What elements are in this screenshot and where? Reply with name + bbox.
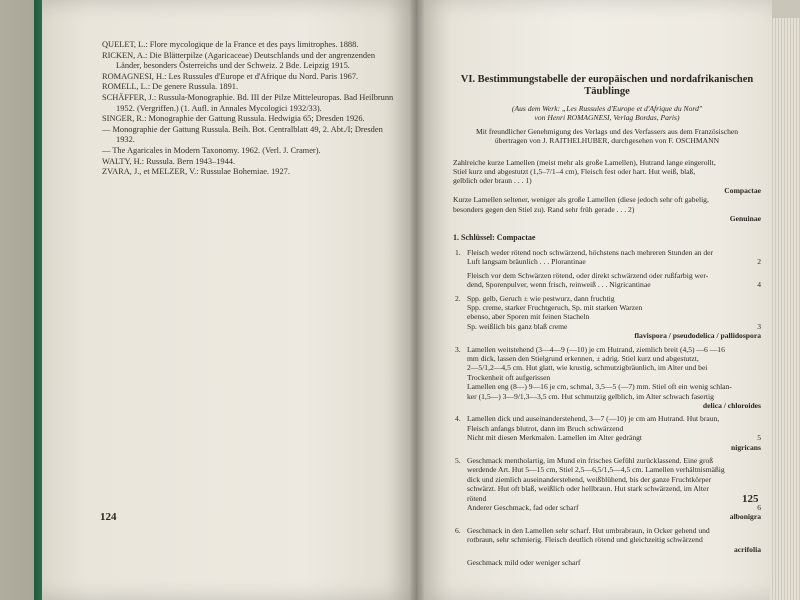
species-names: albonigra [729, 512, 761, 522]
bib-entry: ZVARA, J., et MELZER, V.: Russulae Bohemiae. 1927. [102, 167, 290, 177]
key-item: 5. Geschmack mentholartig, im Mund ein frisches Gefühl zurücklassend. Eine groß werdende Art. Hut 5—15 cm, Stiel 2,5—6,5/1,5—4,5 cm. Lamellen verhältnismäßig dick und ziemlich auseinanderstehend, weißblühend, bis der ganze Fruchtkörper schwärzt. Hut oft blaß, weißlich oder hellbraun. Hut stark schwärzend, im Alter rötend Anderer Geschmack, fad oder scharf 6 albonigra [455, 456, 761, 522]
species-names: nigricans [731, 442, 761, 452]
last-line: Geschmack mild oder weniger scharf [467, 558, 581, 568]
bib-entry: WALTY, H.: Russula. Bern 1943–1944. [102, 156, 236, 166]
bib-entry: ROMELL, L.: De genere Russula. 1891. [102, 82, 239, 92]
right-page [417, 0, 772, 600]
key-item: 1. Fleisch weder rötend noch schwärzend, höchstens nach mehreren Stunden an der Luft langsam bräunlich . . . Plorantinae 2 [455, 247, 761, 267]
page-edges [770, 18, 800, 600]
section-heading: VI. Bestimmungstabelle der europäischen und nordafrikanischen Täublinge [460, 74, 754, 97]
bib-entry: — The Agaricales in Modern Taxonomy. 1962. (Verl. J. Cramer). [102, 145, 321, 155]
key-item: Fleisch vor dem Schwärzen rötend, oder direkt schwärzend oder rußfarbig wer- dend, Sporenpulver, wenn frisch, reinweiß . . . Nigricantinae 4 [467, 270, 761, 290]
bib-entry: ROMAGNESI, H.: Les Russules d'Europe et d'Afrique du Nord. Paris 1967. [102, 71, 359, 81]
source-note: (Aus dem Werk: „Les Russules d'Europe et d'Afrique du Nord" von Henri ROMAGNESI, Verlag Bordas, Paris) [511, 104, 703, 123]
page-number-right: 125 [742, 493, 759, 505]
left-page [42, 0, 417, 600]
group-label: Genuinae [729, 214, 761, 224]
key-item: 4. Lamellen dick und auseinanderstehend, 3—7 (—10) je cm am Hutrand. Hut braun, Fleisch anfangs blutrot, dann im Bruch schwärzend Nicht mit diesen Merkmalen. Lamellen im Alter gedrängt 5 nigricans [455, 414, 761, 452]
bib-entry: SCHÄFFER, J.: Russula-Monographie. Bd. III der Pilze Mitteleuropas. Bad Heilbrunn 1952. (Vergriffen.) (1. Aufl. in Annales Mycologici 1932/33). [102, 92, 394, 113]
group-label: Compactae [724, 185, 761, 195]
bib-entry: RICKEN, A.: Die Blätterpilze (Agaricaceae) Deutschlands und der angrenzenden Länder, besonders Österreichs und der Schweiz. 2 Bde. Leipzig 1915. [102, 50, 376, 71]
bib-entry: — Monographie der Gattung Russula. Beih. Bot. Centralblatt 49, 2. Abt./I; Dresden 1932. [102, 124, 383, 145]
species-names: delica / chloroides [702, 400, 761, 410]
key-item: 3. Lamellen weitstehend (3—4—9 (—10) je cm Hutrand, ziemlich breit (4,5) —6 —16 mm dick, lassen den Stielgrund erkennen, ± adrig. Stiel kurz und abgestutzt, 2—5/1,2—4,5 cm. Hut glatt, wie krustig, schmutzigbräunlich, im Alter und bei Trockenheit oft aufgerissen Lamellen eng (8—) 9—16 je cm, schmal, 3,5—5 (—7) mm. Stiel oft ein wenig schlan- ker (1,5—) 3—9/1,3—3,5 cm. Hut schmutzig gelblich, im Alter schwach fasertig delica / chloroides [455, 344, 761, 410]
key-table [453, 74, 761, 567]
key-item: 2. Spp. gelb, Geruch ± wie pestwurz, dann fruchtig Spp. creme, starker Fruchtgeruch, Sp. mit starken Warzen ebenso, aber Sporen mit feinen Stacheln Sp. weißlich bis ganz blaß creme 3 flavispora / pseudodelica / pallidospora [455, 293, 761, 341]
key-title: 1. Schlüssel: Compactae [453, 233, 536, 243]
species-names: flavispora / pseudodelica / pallidospora [634, 331, 761, 341]
intro-block: Zahlreiche kurze Lamellen (meist mehr als große Lamellen), Hutrand lange eingerollt, Stiel kurz und abgestutzt (1,5–7/1–4 cm), Fleisch fest oder hart. Hut weiß, blaß, gelblich oder braun . . . 1) Compactae Kurze Lamellen seltener, weniger als große Lamellen (diese jedoch sehr oft gabelig, besonders gegen den Stiel zu). Rand sehr früh gerade . . . 2) Genuinae [453, 157, 761, 224]
bib-entry: QUELET, L.: Flore mycologique de la France et des pays limitrophes. 1888. [102, 40, 359, 49]
bib-entry: SINGER, R.: Monographie der Gattung Russula. Hedwigia 65; Dresden 1926. [102, 114, 365, 124]
key-item: 6. Geschmack in den Lamellen sehr scharf. Hut umbrabraun, in Ocker gehend und rotbraun, sehr schmierig. Fleisch deutlich rötend und gleichzeitig schwärzend acrifolia [455, 525, 761, 554]
species-names: acrifolia [734, 544, 761, 554]
bibliography [102, 40, 412, 178]
translation-note: Mit freundlicher Genehmigung des Verlags und des Verfassers aus dem Französischen übertragen von J. RAITHELHUBER, durchgesehen von F. OSCHMANN [475, 126, 739, 146]
book-gutter [410, 0, 424, 600]
page-number-left: 124 [100, 511, 117, 523]
